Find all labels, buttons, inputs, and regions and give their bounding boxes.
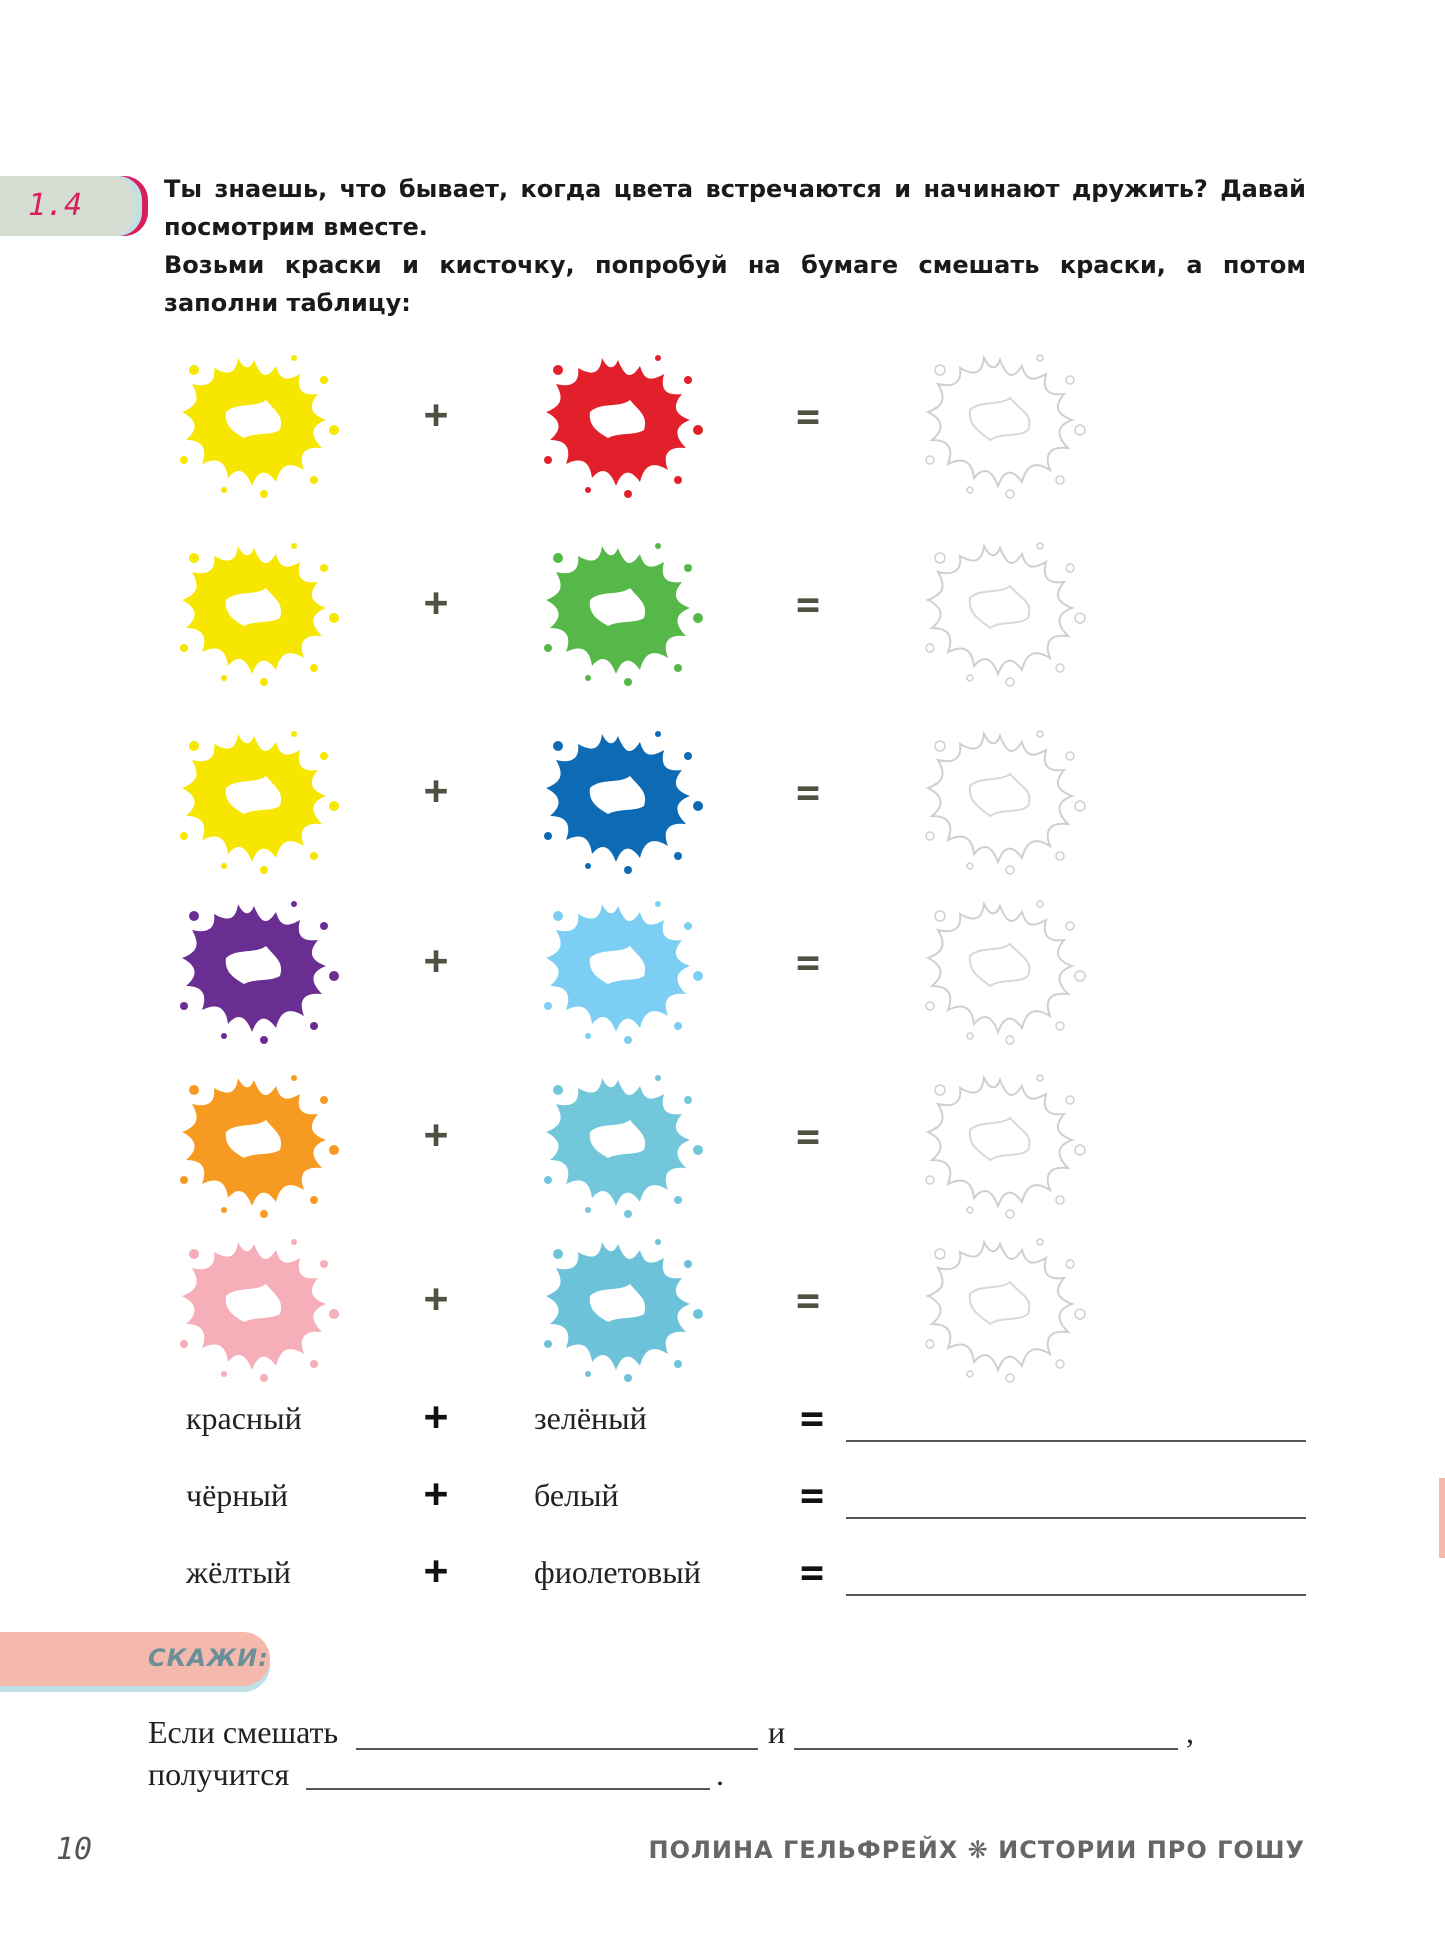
result-splat-outline[interactable] (910, 716, 1090, 876)
say-label: СКАЖИ: (148, 1644, 269, 1672)
paint-splat-right (528, 1224, 708, 1384)
plus-sign: + (424, 580, 449, 626)
word-right: белый (534, 1477, 619, 1513)
splat-row (0, 528, 1445, 688)
splat-row (0, 1060, 1445, 1220)
exercise-number: 1.4 (28, 188, 83, 223)
paint-splat-right (528, 716, 708, 876)
paint-splat-left (164, 340, 344, 500)
word-left: красный (186, 1400, 302, 1436)
word-right: фиолетовый (534, 1554, 701, 1590)
word-row (0, 1394, 1445, 1460)
equals-sign: = (796, 582, 821, 628)
result-splat-outline[interactable] (910, 340, 1090, 500)
paint-splat-right (528, 528, 708, 688)
result-splat-outline[interactable] (910, 1224, 1090, 1384)
answer-line[interactable] (846, 1594, 1306, 1596)
equals-sign: = (796, 394, 821, 440)
plus-sign: + (424, 392, 449, 438)
intro-paragraph-1: Ты знаешь, что бывает, когда цвета встречаются и начинают дружить? Давай посмотрим вместе. (164, 175, 1306, 241)
equals-sign: = (796, 770, 821, 816)
plus-sign: + (424, 938, 449, 984)
equals-sign: = (800, 1550, 825, 1596)
answer-line[interactable] (846, 1517, 1306, 1519)
word-left: чёрный (186, 1477, 289, 1513)
plus-sign: + (424, 1548, 449, 1594)
blank-color-2[interactable] (794, 1748, 1178, 1750)
footer-title: ПОЛИНА ГЕЛЬФРЕЙХ ❋ ИСТОРИИ ПРО ГОШУ (648, 1836, 1305, 1864)
sentence-part-1: Если смешать (148, 1714, 339, 1750)
paint-splat-left (164, 716, 344, 876)
result-splat-outline[interactable] (910, 528, 1090, 688)
splat-row (0, 716, 1445, 876)
equals-sign: = (796, 1114, 821, 1160)
sentence-period: . (716, 1756, 724, 1792)
equals-sign: = (800, 1396, 825, 1442)
intro-paragraph-2: Возьми краски и кисточку, попробуй на бумаге смешать краски, а потом заполни таблицу: (164, 251, 1306, 317)
exercise-badge (0, 176, 136, 236)
page-number: 10 (56, 1832, 93, 1867)
plus-sign: + (424, 1112, 449, 1158)
plus-sign: + (424, 768, 449, 814)
sentence-comma: , (1186, 1714, 1194, 1750)
word-left: жёлтый (186, 1554, 291, 1590)
word-row (0, 1471, 1445, 1537)
blank-color-1[interactable] (356, 1748, 758, 1750)
plus-sign: + (424, 1394, 449, 1440)
blank-result[interactable] (306, 1788, 710, 1790)
plus-sign: + (424, 1471, 449, 1517)
paint-splat-left (164, 1224, 344, 1384)
result-splat-outline[interactable] (910, 1060, 1090, 1220)
plus-sign: + (424, 1276, 449, 1322)
splat-row (0, 1224, 1445, 1384)
sentence-conjunction: и (768, 1714, 786, 1750)
splat-row (0, 340, 1445, 500)
result-splat-outline[interactable] (910, 886, 1090, 1046)
equals-sign: = (800, 1473, 825, 1519)
paint-splat-right (528, 1060, 708, 1220)
equals-sign: = (796, 1278, 821, 1324)
answer-line[interactable] (846, 1440, 1306, 1442)
paint-splat-right (528, 340, 708, 500)
say-label-badge (0, 1632, 270, 1686)
splat-row (0, 886, 1445, 1046)
paint-splat-left (164, 1060, 344, 1220)
sentence-part-2: получится (148, 1756, 290, 1792)
word-row (0, 1548, 1445, 1614)
intro-text (164, 170, 1306, 322)
equals-sign: = (796, 940, 821, 986)
paint-splat-left (164, 886, 344, 1046)
paint-splat-left (164, 528, 344, 688)
edge-tab (1439, 1478, 1445, 1558)
word-right: зелёный (534, 1400, 647, 1436)
paint-splat-right (528, 886, 708, 1046)
